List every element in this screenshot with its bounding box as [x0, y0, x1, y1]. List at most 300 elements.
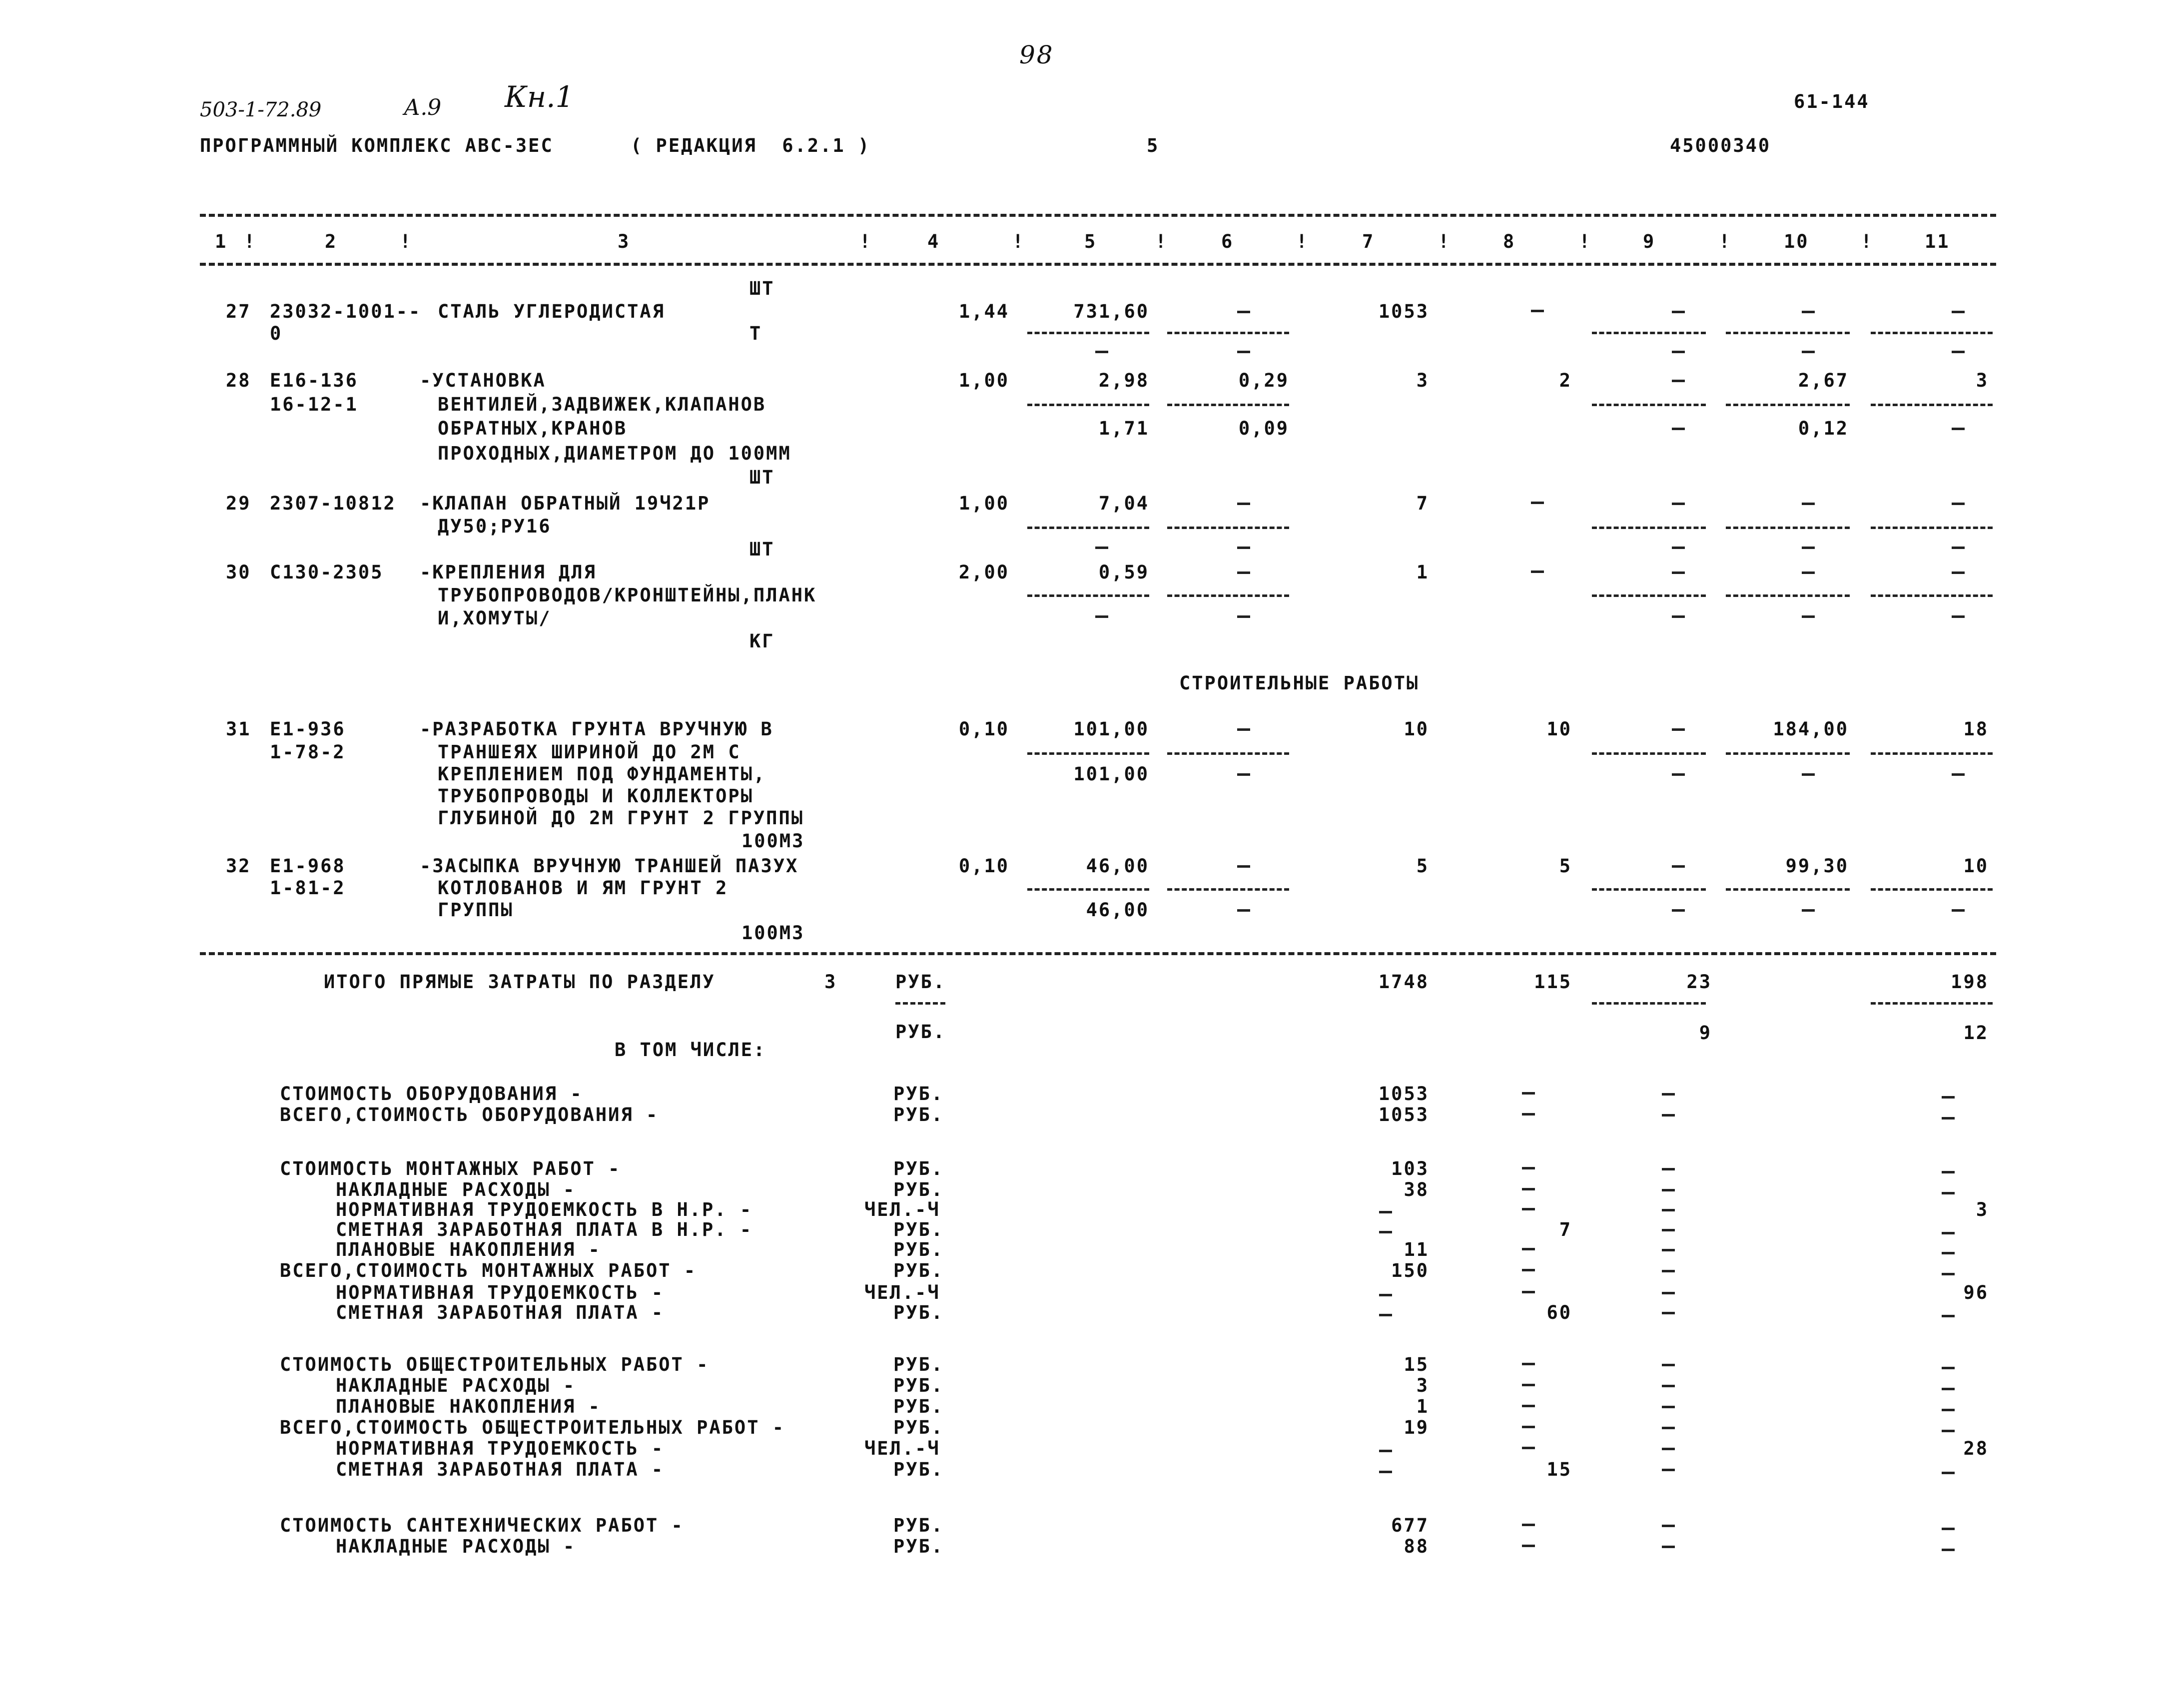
summary-unit: РУБ. [893, 1536, 944, 1557]
summary-label: ВСЕГО,СТОИМОСТЬ ОБОРУДОВАНИЯ - [280, 1104, 659, 1125]
totals-col7: 1748 [1378, 971, 1429, 993]
empty-dash [1952, 615, 1965, 618]
empty-dash [1662, 1189, 1675, 1191]
col-header-10: 10 [1784, 231, 1809, 252]
subtotal-rule [1871, 594, 1993, 597]
doc-code: 503-1-72.89 [200, 98, 322, 121]
summary-col8: 15 [1546, 1459, 1572, 1480]
col-header-8: 8 [1503, 231, 1516, 252]
empty-dash [1237, 773, 1250, 776]
summary-label: СТОИМОСТЬ ОБЩЕСТРОИТЕЛЬНЫХ РАБОТ - [280, 1354, 710, 1375]
resource-code: 23032-1001-- [270, 301, 422, 322]
work-name: ТРУБОПРОВОДОВ/КРОНШТЕЙНЫ,ПЛАНК [438, 584, 817, 606]
work-name: СТАЛЬ УГЛЕРОДИСТАЯ [438, 301, 665, 322]
col-header-7: 7 [1362, 231, 1375, 252]
work-name: ГЛУБИНОЙ ДО 2М ГРУНТ 2 ГРУППЫ [438, 807, 804, 829]
subtotal-rule [895, 1002, 945, 1005]
work-name: ВЕНТИЛЕЙ,ЗАДВИЖЕК,КЛАПАНОВ [438, 394, 766, 415]
empty-dash [1662, 1292, 1675, 1294]
summary-col8: 60 [1546, 1302, 1572, 1323]
cell-col6: 0,29 [1238, 370, 1289, 391]
summary-col7: 19 [1404, 1417, 1429, 1438]
work-name: И,ХОМУТЫ/ [438, 607, 552, 629]
row-number: 30 [226, 561, 251, 583]
empty-dash [1662, 1209, 1675, 1211]
subtotal-rule [1592, 332, 1706, 334]
empty-dash [1942, 1409, 1955, 1411]
empty-dash [1942, 1252, 1955, 1254]
totals-col11: 198 [1951, 971, 1989, 993]
summary-unit: ЧЕЛ.-Ч [864, 1282, 940, 1303]
empty-dash [1522, 1269, 1535, 1271]
cell-col7: 3 [1416, 370, 1429, 391]
cell-col8: 10 [1546, 718, 1572, 740]
summary-label: СМЕТНАЯ ЗАРАБОТНАЯ ПЛАТА - [336, 1459, 665, 1480]
empty-dash [1672, 615, 1685, 618]
empty-dash [1095, 615, 1108, 618]
cell-col5: 2,98 [1098, 370, 1149, 391]
summary-unit: РУБ. [893, 1179, 944, 1200]
empty-dash [1662, 1427, 1675, 1429]
empty-dash [1662, 1114, 1675, 1117]
empty-dash [1522, 1188, 1535, 1190]
page-number: 98 [1019, 40, 1054, 69]
sheet-code: 61-144 [1794, 91, 1870, 112]
resource-code: 1-78-2 [270, 741, 346, 763]
summary-col7: 1053 [1378, 1083, 1429, 1105]
work-name: -РАЗРАБОТКА ГРУНТА ВРУЧНУЮ В [420, 718, 773, 740]
empty-dash [1522, 1384, 1535, 1386]
col-separator: ! [1719, 231, 1732, 252]
summary-unit: РУБ. [893, 1375, 944, 1396]
empty-dash [1379, 1314, 1392, 1316]
totals-col11-sub: 12 [1963, 1022, 1989, 1044]
row-number: 31 [226, 718, 251, 740]
summary-col7: 11 [1404, 1239, 1429, 1260]
empty-dash [1802, 571, 1815, 574]
section-title: СТРОИТЕЛЬНЫЕ РАБОТЫ [1179, 672, 1420, 694]
subtotal-rule [1592, 888, 1706, 891]
totals-unit: РУБ. [895, 971, 946, 993]
empty-dash [1522, 1426, 1535, 1428]
cell-col10: 99,30 [1785, 855, 1849, 877]
empty-dash [1522, 1167, 1535, 1169]
cell-col5-sub: 46,00 [1086, 899, 1149, 921]
summary-col8: 7 [1559, 1219, 1572, 1240]
empty-dash [1379, 1211, 1392, 1213]
empty-dash [1662, 1364, 1675, 1366]
summary-unit: РУБ. [893, 1104, 944, 1125]
subtotal-rule [1871, 332, 1993, 334]
unit-label: ШТ [749, 539, 775, 560]
col-separator: ! [1155, 231, 1168, 252]
empty-dash [1531, 310, 1544, 312]
album-code: А.9 [404, 95, 442, 120]
unit-label: ШТ [749, 278, 775, 299]
summary-label: СМЕТНАЯ ЗАРАБОТНАЯ ПЛАТА - [336, 1302, 665, 1323]
summary-label: СТОИМОСТЬ МОНТАЖНЫХ РАБОТ - [280, 1158, 621, 1179]
summary-unit: ЧЕЛ.-Ч [864, 1438, 940, 1459]
empty-dash [1672, 547, 1685, 549]
empty-dash [1095, 547, 1108, 549]
cell-col11: 10 [1963, 855, 1989, 877]
empty-dash [1522, 1092, 1535, 1095]
empty-dash [1952, 503, 1965, 505]
subtotal-rule [1592, 1002, 1706, 1005]
summary-unit: РУБ. [893, 1417, 944, 1438]
row-number: 32 [226, 855, 251, 877]
summary-col11: 3 [1976, 1199, 1989, 1220]
empty-dash [1942, 1171, 1955, 1173]
subtotal-rule [1592, 527, 1706, 529]
summary-unit: РУБ. [893, 1239, 944, 1260]
subtotal-rule [1167, 888, 1289, 891]
totals-col9: 23 [1686, 971, 1712, 993]
empty-dash [1952, 909, 1965, 912]
summary-col7: 15 [1404, 1354, 1429, 1375]
empty-dash [1942, 1315, 1955, 1317]
header-rule-bottom [200, 263, 1996, 266]
summary-col7: 150 [1391, 1260, 1429, 1281]
empty-dash [1952, 571, 1965, 574]
summary-unit: ЧЕЛ.-Ч [864, 1199, 940, 1220]
subtotal-rule [1167, 404, 1289, 406]
subtotal-rule [1726, 752, 1850, 755]
empty-dash [1379, 1294, 1392, 1296]
cell-col10-sub: 0,12 [1798, 418, 1849, 439]
empty-dash [1942, 1528, 1955, 1530]
empty-dash [1672, 351, 1685, 353]
empty-dash [1662, 1229, 1675, 1231]
subtotal-rule [1592, 594, 1706, 597]
col-header-6: 6 [1221, 231, 1234, 252]
quantity: 0,10 [958, 855, 1009, 877]
totals-label: ИТОГО ПРЯМЫЕ ЗАТРАТЫ ПО РАЗДЕЛУ [324, 971, 716, 993]
cell-col5-sub: 1,71 [1098, 418, 1149, 439]
empty-dash [1672, 728, 1685, 731]
empty-dash [1662, 1385, 1675, 1387]
work-name: -КРЕПЛЕНИЯ ДЛЯ [420, 561, 597, 583]
subtotal-rule [1592, 404, 1706, 406]
subtotal-rule [1871, 527, 1993, 529]
subtotal-rule [1027, 752, 1149, 755]
summary-col11: 96 [1963, 1282, 1989, 1303]
cell-col10: 2,67 [1798, 370, 1849, 391]
empty-dash [1672, 428, 1685, 430]
empty-dash [1237, 547, 1250, 549]
empty-dash [1662, 1448, 1675, 1450]
quantity: 1,44 [958, 301, 1009, 322]
work-name: ПРОХОДНЫХ,ДИАМЕТРОМ ДО 100ММ [438, 443, 791, 464]
empty-dash [1237, 311, 1250, 313]
cell-col6-sub: 0,09 [1238, 418, 1289, 439]
work-name: ТРУБОПРОВОДЫ И КОЛЛЕКТОРЫ [438, 785, 753, 807]
empty-dash [1237, 615, 1250, 618]
empty-dash [1379, 1231, 1392, 1233]
empty-dash [1942, 1117, 1955, 1120]
empty-dash [1952, 311, 1965, 313]
summary-col7: 1053 [1378, 1104, 1429, 1125]
header-rule-top [200, 214, 1996, 217]
totals-unit: РУБ. [895, 1021, 946, 1043]
empty-dash [1802, 351, 1815, 353]
program-name: ПРОГРАММНЫЙ КОМПЛЕКС АВС-3ЕС [200, 135, 554, 156]
empty-dash [1942, 1388, 1955, 1390]
cell-col7: 10 [1404, 718, 1429, 740]
resource-code: 1-81-2 [270, 877, 346, 899]
summary-label: ПЛАНОВЫЕ НАКОПЛЕНИЯ - [336, 1239, 601, 1260]
empty-dash [1942, 1273, 1955, 1275]
resource-code: 2307-10812 [270, 493, 396, 514]
cell-col8: 2 [1559, 370, 1572, 391]
cell-col10: 184,00 [1773, 718, 1849, 740]
including-heading: В ТОМ ЧИСЛЕ: [615, 1039, 766, 1061]
empty-dash [1952, 547, 1965, 549]
resource-code: Е1-936 [270, 718, 346, 740]
empty-dash [1522, 1248, 1535, 1250]
summary-label: СТОИМОСТЬ ОБОРУДОВАНИЯ - [280, 1083, 583, 1105]
empty-dash [1942, 1232, 1955, 1234]
summary-label: СТОИМОСТЬ САНТЕХНИЧЕСКИХ РАБОТ - [280, 1515, 684, 1536]
subtotal-rule [1871, 752, 1993, 755]
subtotal-rule [1726, 594, 1850, 597]
col-header-11: 11 [1925, 231, 1950, 252]
summary-unit: РУБ. [893, 1158, 944, 1179]
col-header-5: 5 [1084, 231, 1097, 252]
empty-dash [1942, 1430, 1955, 1432]
empty-dash [1522, 1208, 1535, 1210]
unit-label: 100М3 [741, 922, 805, 944]
empty-dash [1662, 1525, 1675, 1527]
cell-col11: 3 [1976, 370, 1989, 391]
empty-dash [1522, 1113, 1535, 1116]
col-separator: ! [859, 231, 872, 252]
resource-code: Е16-136 [270, 370, 358, 391]
summary-label: СМЕТНАЯ ЗАРАБОТНАЯ ПЛАТА В Н.Р. - [336, 1219, 753, 1240]
empty-dash [1952, 428, 1965, 430]
cell-col7: 1053 [1378, 301, 1429, 322]
col-separator: ! [1012, 231, 1025, 252]
empty-dash [1237, 351, 1250, 353]
summary-unit: РУБ. [893, 1260, 944, 1281]
empty-dash [1672, 571, 1685, 574]
empty-dash [1237, 728, 1250, 731]
summary-col11: 28 [1963, 1438, 1989, 1459]
col-header-4: 4 [927, 231, 940, 252]
summary-unit: РУБ. [893, 1354, 944, 1375]
program-edition: ( РЕДАКЦИЯ 6.2.1 ) [631, 135, 871, 156]
summary-col7: 677 [1391, 1515, 1429, 1536]
cell-col5: 0,59 [1098, 561, 1149, 583]
subtotal-rule [1027, 594, 1149, 597]
summary-label: НОРМАТИВНАЯ ТРУДОЕМКОСТЬ В Н.Р. - [336, 1199, 753, 1220]
empty-dash [1522, 1545, 1535, 1547]
cell-col5: 46,00 [1086, 855, 1149, 877]
totals-col8: 115 [1534, 971, 1572, 993]
empty-dash [1942, 1096, 1955, 1099]
empty-dash [1672, 773, 1685, 776]
empty-dash [1522, 1291, 1535, 1293]
empty-dash [1379, 1450, 1392, 1452]
summary-label: ПЛАНОВЫЕ НАКОПЛЕНИЯ - [336, 1396, 601, 1417]
unit-label: ШТ [749, 467, 775, 488]
subtotal-rule [1167, 527, 1289, 529]
work-name: КРЕПЛЕНИЕМ ПОД ФУНДАМЕНТЫ, [438, 763, 766, 785]
summary-label: НАКЛАДНЫЕ РАСХОДЫ - [336, 1179, 576, 1200]
subtotal-rule [1167, 752, 1289, 755]
subtotal-rule [1726, 527, 1850, 529]
quantity: 1,00 [958, 370, 1009, 391]
col-header-2: 2 [325, 231, 338, 252]
cell-col8: 5 [1559, 855, 1572, 877]
empty-dash [1952, 773, 1965, 776]
empty-dash [1802, 615, 1815, 618]
empty-dash [1802, 503, 1815, 505]
book-number: Кн.1 [505, 80, 574, 114]
col-separator: ! [1296, 231, 1309, 252]
empty-dash [1662, 1093, 1675, 1096]
empty-dash [1662, 1312, 1675, 1314]
unit-label: Т [749, 323, 762, 344]
summary-unit: РУБ. [893, 1459, 944, 1480]
col-separator: ! [1438, 231, 1451, 252]
summary-col7: 1 [1416, 1396, 1429, 1417]
cell-col7: 1 [1416, 561, 1429, 583]
subtotal-rule [1027, 888, 1149, 891]
empty-dash [1662, 1168, 1675, 1170]
summary-label: НАКЛАДНЫЕ РАСХОДЫ - [336, 1375, 576, 1396]
subtotal-rule [1871, 404, 1993, 406]
empty-dash [1802, 311, 1815, 313]
empty-dash [1662, 1406, 1675, 1408]
subtotal-rule [1167, 332, 1289, 334]
col-header-9: 9 [1643, 231, 1656, 252]
empty-dash [1237, 909, 1250, 912]
cell-col11: 18 [1963, 718, 1989, 740]
empty-dash [1522, 1363, 1535, 1365]
quantity: 2,00 [958, 561, 1009, 583]
summary-col7: 3 [1416, 1375, 1429, 1396]
subtotal-rule [1726, 404, 1850, 406]
subtotal-rule [1871, 1002, 1993, 1005]
empty-dash [1802, 909, 1815, 912]
empty-dash [1672, 311, 1685, 313]
quantity: 0,10 [958, 718, 1009, 740]
subtotal-rule [1726, 332, 1850, 334]
summary-unit: РУБ. [893, 1302, 944, 1323]
empty-dash [1379, 1471, 1392, 1473]
empty-dash [1522, 1447, 1535, 1449]
empty-dash [1237, 503, 1250, 505]
row-number: 28 [226, 370, 251, 391]
subtotal-rule [1027, 332, 1149, 334]
empty-dash [1662, 1546, 1675, 1548]
empty-dash [1531, 570, 1544, 573]
work-name: ГРУППЫ [438, 899, 514, 921]
summary-label: ВСЕГО,СТОИМОСТЬ МОНТАЖНЫХ РАБОТ - [280, 1260, 697, 1281]
empty-dash [1952, 351, 1965, 353]
empty-dash [1237, 571, 1250, 574]
empty-dash [1672, 865, 1685, 868]
work-name: -УСТАНОВКА [420, 370, 546, 391]
cell-col5: 7,04 [1098, 493, 1149, 514]
summary-unit: РУБ. [893, 1219, 944, 1240]
empty-dash [1662, 1469, 1675, 1471]
totals-section: 3 [824, 971, 837, 993]
row-number: 27 [226, 301, 251, 322]
empty-dash [1662, 1270, 1675, 1272]
col-separator: ! [400, 231, 413, 252]
resource-code: Е1-968 [270, 855, 346, 877]
summary-label: НАКЛАДНЫЕ РАСХОДЫ - [336, 1536, 576, 1557]
col-separator: ! [244, 231, 257, 252]
empty-dash [1942, 1549, 1955, 1551]
cell-col7: 5 [1416, 855, 1429, 877]
work-name: ОБРАТНЫХ,КРАНОВ [438, 418, 628, 439]
subtotal-rule [1592, 752, 1706, 755]
summary-col7: 103 [1391, 1158, 1429, 1179]
col-separator: ! [1579, 231, 1592, 252]
summary-label: ВСЕГО,СТОИМОСТЬ ОБЩЕСТРОИТЕЛЬНЫХ РАБОТ - [280, 1417, 785, 1438]
empty-dash [1802, 547, 1815, 549]
empty-dash [1942, 1192, 1955, 1194]
empty-dash [1942, 1472, 1955, 1474]
resource-code: 16-12-1 [270, 394, 358, 415]
work-name: ТРАНШЕЯХ ШИРИНОЙ ДО 2М С [438, 741, 741, 763]
work-name: ДУ50;РУ16 [438, 516, 552, 537]
totals-col9-sub: 9 [1699, 1022, 1712, 1044]
summary-unit: РУБ. [893, 1515, 944, 1536]
empty-dash [1237, 865, 1250, 868]
unit-label: КГ [749, 630, 775, 652]
cell-col7: 7 [1416, 493, 1429, 514]
summary-col7: 88 [1404, 1536, 1429, 1557]
summary-unit: РУБ. [893, 1083, 944, 1105]
work-name: -ЗАСЫПКА ВРУЧНУЮ ТРАНШЕЙ ПАЗУХ [420, 855, 799, 877]
summary-col7: 38 [1404, 1179, 1429, 1200]
doc-id: 45000340 [1670, 135, 1771, 156]
work-name: КОТЛОВАНОВ И ЯМ ГРУНТ 2 [438, 877, 728, 899]
cell-col5-sub: 101,00 [1073, 763, 1149, 785]
cell-col5: 101,00 [1073, 718, 1149, 740]
quantity: 1,00 [958, 493, 1009, 514]
subtotal-rule [1167, 594, 1289, 597]
summary-unit: РУБ. [893, 1396, 944, 1417]
resource-code: 0 [270, 323, 283, 344]
unit-label: 100М3 [741, 830, 805, 852]
cell-col5: 731,60 [1073, 301, 1149, 322]
empty-dash [1802, 773, 1815, 776]
resource-code: С130-2305 [270, 561, 384, 583]
summary-label: НОРМАТИВНАЯ ТРУДОЕМКОСТЬ - [336, 1438, 665, 1459]
empty-dash [1095, 351, 1108, 353]
col-header-1: 1 [215, 231, 228, 252]
subtotal-rule [1027, 404, 1149, 406]
subtotal-rule [1726, 888, 1850, 891]
col-header-3: 3 [618, 231, 631, 252]
work-name: -КЛАПАН ОБРАТНЫЙ 19Ч21Р [420, 493, 711, 514]
empty-dash [1672, 380, 1685, 382]
totals-rule [200, 952, 1996, 955]
empty-dash [1522, 1524, 1535, 1526]
empty-dash [1522, 1405, 1535, 1407]
empty-dash [1662, 1249, 1675, 1251]
row-number: 29 [226, 493, 251, 514]
col-separator: ! [1861, 231, 1874, 252]
empty-dash [1672, 503, 1685, 505]
subtotal-rule [1871, 888, 1993, 891]
page-in-doc: 5 [1147, 135, 1160, 156]
